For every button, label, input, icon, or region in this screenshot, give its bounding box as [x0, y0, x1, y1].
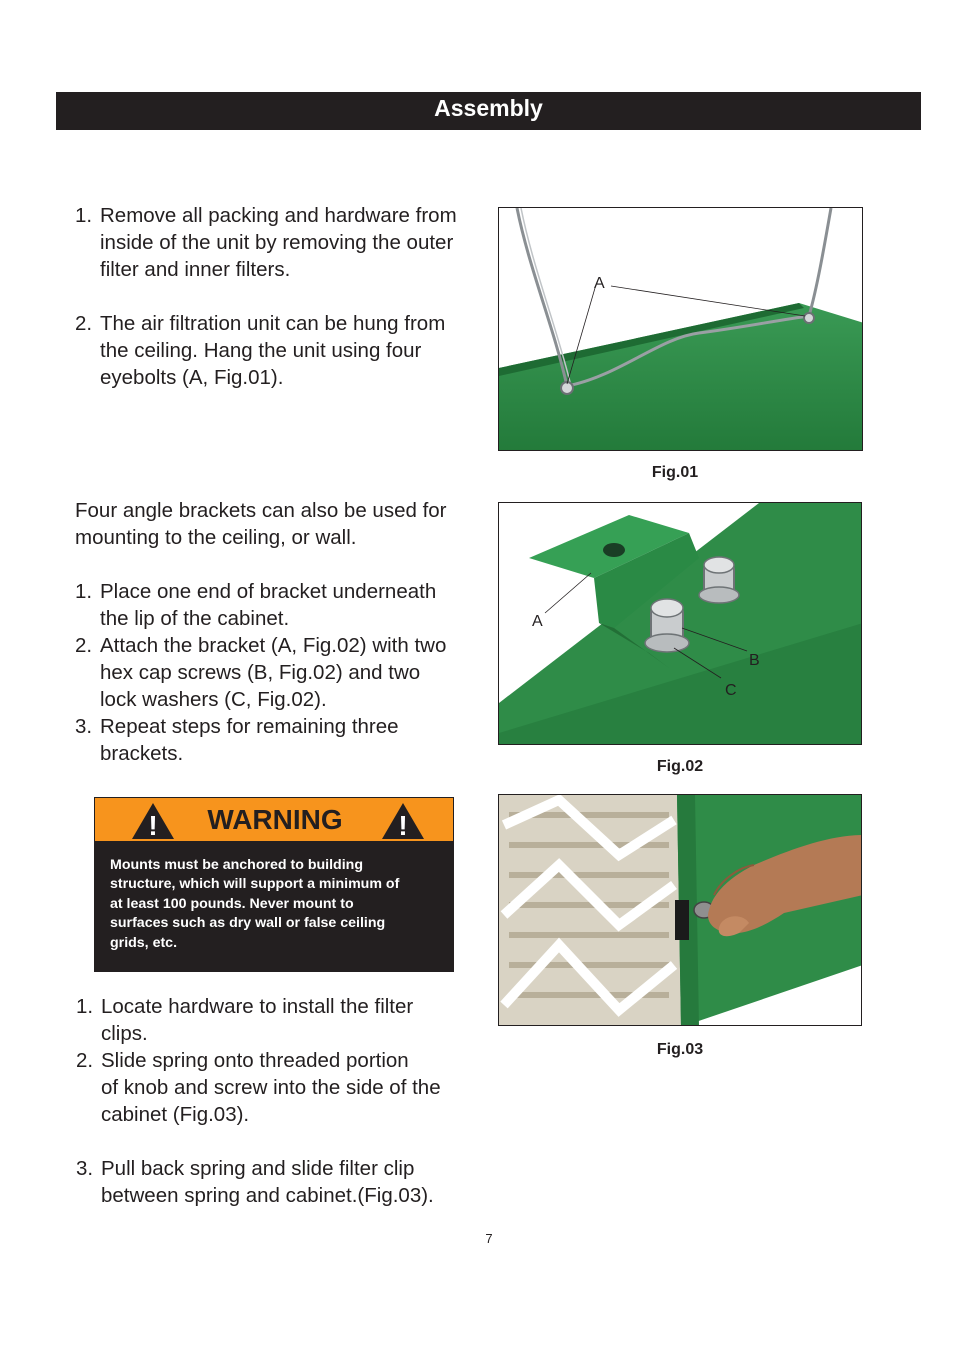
text-line: structure, which will support a minimum of [110, 876, 400, 893]
text-line: Slide spring onto threaded portion [101, 1049, 409, 1072]
step-number: 2. [76, 1049, 94, 1072]
text-line: filter and inner filters. [100, 258, 291, 281]
text-line: at least 100 pounds. Never mount to [110, 895, 354, 912]
fig02-label-a: A [532, 613, 543, 630]
text-line: the ceiling. Hang the unit using four [100, 339, 422, 362]
bracket-intro [75, 497, 495, 551]
warning-box [94, 797, 454, 972]
step-repeat-brackets [75, 713, 495, 767]
figure-02-image [498, 502, 862, 745]
section-header [56, 92, 921, 130]
step-slide-spring [76, 1047, 496, 1128]
step-pull-spring [76, 1155, 496, 1209]
warning-title: WARNING [207, 804, 343, 835]
svg-text:!: ! [148, 810, 158, 841]
step-number: 2. [75, 312, 93, 335]
text-line: The air filtration unit can be hung from [100, 312, 446, 335]
bracket-instructions [75, 497, 495, 767]
svg-text:!: ! [398, 810, 408, 841]
step-remove-packing [75, 202, 495, 283]
step-locate-hardware [76, 993, 496, 1047]
text-line: surfaces such as dry wall or false ceiling [110, 915, 386, 932]
text-line: grids, etc. [110, 934, 178, 951]
text-line: of knob and screw into the side of the [101, 1076, 441, 1099]
text-line: Locate hardware to install the filter [101, 995, 414, 1018]
text-line: Mounts must be anchored to building [110, 857, 363, 873]
text-line: mounting to the ceiling, or wall. [75, 526, 357, 549]
fig01-label-a: A [594, 275, 605, 292]
text-line: brackets. [100, 742, 184, 765]
warning-triangle-icon [380, 801, 426, 841]
step-number: 1. [75, 580, 93, 603]
section-title: Assembly [434, 95, 543, 121]
text-line: between spring and cabinet.(Fig.03). [101, 1184, 434, 1207]
step-number: 3. [76, 1157, 94, 1180]
text-line: Four angle brackets can also be used for [75, 499, 447, 522]
text-line: inside of the unit by removing the outer [100, 231, 454, 254]
text-line: Place one end of bracket underneath [100, 580, 437, 603]
figure-03-caption: Fig.03 [656, 1041, 704, 1058]
text-line: Remove all packing and hardware from [100, 204, 457, 227]
text-line: lock washers (C, Fig.02). [100, 688, 327, 711]
step-hang-unit [75, 310, 495, 391]
figure-01-image [498, 207, 863, 451]
text-line: eyebolts (A, Fig.01). [100, 366, 284, 389]
step-number: 1. [76, 995, 94, 1018]
warning-message [94, 842, 454, 972]
figure-01-caption: Fig.01 [651, 464, 699, 481]
text-line: clips. [101, 1022, 148, 1045]
filter-clip-instructions [76, 993, 496, 1209]
fig02-label-b: B [749, 652, 760, 669]
page-number: 7 [485, 1231, 493, 1246]
text-line: cabinet (Fig.03). [101, 1103, 250, 1126]
eyebolt-hanging-illustration [499, 208, 863, 451]
step-number: 1. [75, 204, 93, 227]
step-number: 3. [75, 715, 93, 738]
text-line: the lip of the cabinet. [100, 607, 290, 630]
angle-bracket-illustration [499, 503, 862, 745]
step-number: 2. [75, 634, 93, 657]
warning-banner [94, 797, 454, 842]
fig02-label-c: C [725, 682, 737, 699]
step-place-bracket [75, 578, 495, 632]
text-line: hex cap screws (B, Fig.02) and two [100, 661, 421, 684]
figure-03-image [498, 794, 862, 1026]
text-line: Pull back spring and slide filter clip [101, 1157, 415, 1180]
filter-clip-illustration [499, 795, 862, 1026]
hanging-instructions [75, 202, 495, 391]
text-line: Attach the bracket (A, Fig.02) with two [100, 634, 447, 657]
text-line: Repeat steps for remaining three [100, 715, 399, 738]
step-attach-bracket [75, 632, 495, 713]
figure-02-caption: Fig.02 [656, 758, 704, 775]
